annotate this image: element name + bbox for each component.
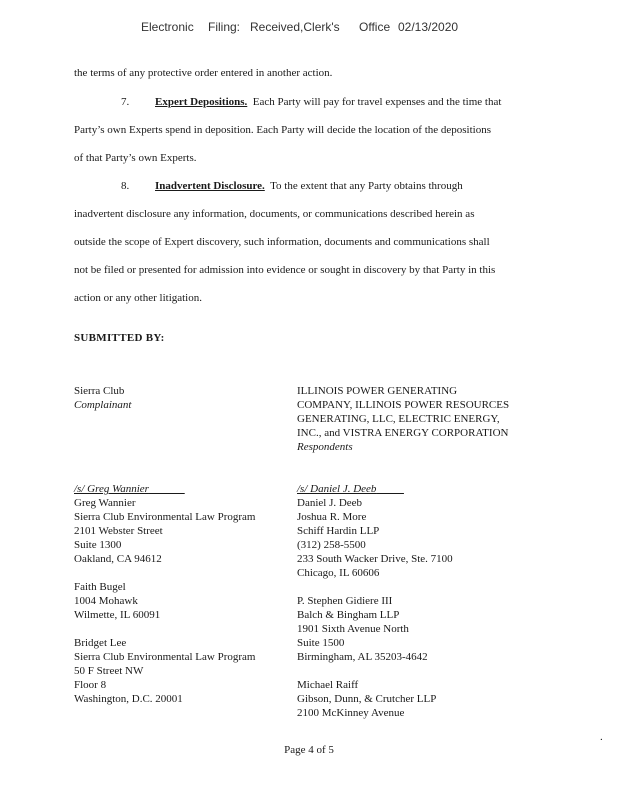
header-electronic: Electronic bbox=[141, 20, 194, 34]
submitted-by-heading: SUBMITTED BY: bbox=[74, 332, 165, 344]
respondents-line: COMPANY, ILLINOIS POWER RESOURCES bbox=[297, 399, 510, 411]
address-line: 2101 Webster Street bbox=[74, 525, 163, 537]
respondents-block bbox=[297, 384, 509, 454]
paragraph-8-line1: To the extent that any Party obtains through bbox=[270, 180, 463, 192]
address-line: 1004 Mohawk bbox=[74, 595, 138, 607]
address-line: Daniel J. Deeb bbox=[297, 497, 363, 509]
address-line: Sierra Club Environmental Law Program bbox=[74, 511, 256, 523]
address-block-gidiere bbox=[297, 594, 428, 664]
address-line: Bridget Lee bbox=[74, 637, 127, 649]
paragraph-7-line3: of that Party’s own Experts. bbox=[74, 152, 197, 164]
address-line: Washington, D.C. 20001 bbox=[74, 693, 183, 705]
paragraph-8-line3: outside the scope of Expert discovery, such information, documents and communications shall bbox=[74, 236, 490, 248]
stray-dot-mark: . bbox=[600, 731, 603, 743]
address-line: Greg Wannier bbox=[74, 497, 136, 509]
signature-block-deeb bbox=[297, 482, 453, 580]
respondents-line: ILLINOIS POWER GENERATING bbox=[297, 385, 458, 397]
address-line: 1901 Sixth Avenue North bbox=[297, 623, 409, 635]
address-block-lee bbox=[74, 636, 255, 706]
address-line: P. Stephen Gidiere III bbox=[297, 595, 393, 607]
complainant-block bbox=[74, 384, 131, 412]
signature-block-wannier bbox=[74, 482, 255, 566]
complainant-name: Sierra Club bbox=[74, 385, 125, 397]
address-line: Michael Raiff bbox=[297, 679, 359, 691]
address-line: Chicago, IL 60606 bbox=[297, 567, 380, 579]
address-line: Schiff Hardin LLP bbox=[297, 525, 380, 537]
header-date: 02/13/2020 bbox=[398, 20, 459, 34]
address-line: Gibson, Dunn, & Crutcher LLP bbox=[297, 693, 437, 705]
address-line: Balch & Bingham LLP bbox=[297, 609, 400, 621]
respondents-line: GENERATING, LLC, ELECTRIC ENERGY, bbox=[297, 413, 500, 425]
respondents-role: Respondents bbox=[297, 441, 353, 453]
address-line: Joshua R. More bbox=[297, 511, 367, 523]
header-received: Received,Clerk's bbox=[250, 20, 340, 34]
paragraph-8-heading: Inadvertent Disclosure. bbox=[155, 180, 265, 192]
address-block-raiff bbox=[297, 678, 436, 720]
paragraph-8-number: 8. bbox=[121, 180, 130, 192]
paragraph-7-number: 7. bbox=[121, 96, 130, 108]
signature-deeb: /s/ Daniel J. Deeb bbox=[297, 483, 377, 495]
paragraph-7-heading: Expert Depositions. bbox=[155, 96, 248, 108]
paragraph-8-line2: inadvertent disclosure any information, documents, or communications described herein as bbox=[74, 208, 475, 220]
address-line: Floor 8 bbox=[74, 679, 107, 691]
address-line: 233 South Wacker Drive, Ste. 7100 bbox=[297, 553, 453, 565]
address-line: Oakland, CA 94612 bbox=[74, 553, 162, 565]
complainant-role: Complainant bbox=[74, 399, 132, 411]
address-line: Sierra Club Environmental Law Program bbox=[74, 651, 256, 663]
address-line: Suite 1500 bbox=[297, 637, 345, 649]
address-line: 50 F Street NW bbox=[74, 665, 144, 677]
paragraph-8-line5: action or any other litigation. bbox=[74, 292, 202, 304]
respondents-line: INC., and VISTRA ENERGY CORPORATION bbox=[297, 427, 509, 439]
address-block-bugel bbox=[74, 580, 160, 622]
signature-wannier: /s/ Greg Wannier bbox=[74, 483, 149, 495]
paragraph-7-line1: Each Party will pay for travel expenses and the time that bbox=[252, 96, 502, 108]
address-line: Birmingham, AL 35203-4642 bbox=[297, 651, 428, 663]
address-line: (312) 258-5500 bbox=[297, 539, 366, 551]
address-line: Faith Bugel bbox=[74, 581, 126, 593]
address-line: 2100 McKinney Avenue bbox=[297, 707, 405, 719]
address-line: Suite 1300 bbox=[74, 539, 122, 551]
header-filing: Filing: bbox=[208, 20, 241, 34]
paragraph-8-line4: not be filed or presented for admission into evidence or sought in discovery by that Party in this bbox=[74, 264, 496, 276]
address-line: Wilmette, IL 60091 bbox=[74, 609, 161, 621]
header-office: Office bbox=[359, 20, 391, 34]
paragraph-8-first-line bbox=[155, 180, 463, 192]
paragraph-7-line2: Party’s own Experts spend in deposition. Each Party will decide the location of the depositions bbox=[74, 124, 492, 136]
page-number: Page 4 of 5 bbox=[284, 744, 334, 756]
body-line-continuation: the terms of any protective order entered in another action. bbox=[74, 67, 333, 79]
paragraph-7-first-line bbox=[155, 96, 501, 108]
